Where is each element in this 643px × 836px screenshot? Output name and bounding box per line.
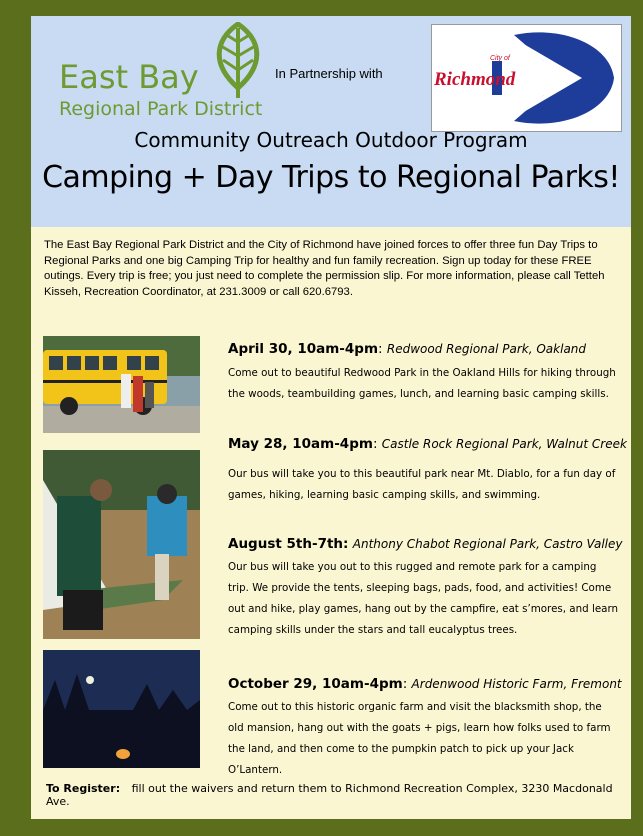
event-4-heading (228, 676, 622, 692)
event-4-date: October 29, 10am-4pm (228, 676, 403, 692)
event-4-description: Come out to this historic organic farm and visit the blacksmith shop, the old mansion, hang out with the goats + pigs, learn how folks used to farm the land, and then come to the pumpkin patch to pick up your Jack O’Lantern. (228, 701, 611, 776)
org-name: East Bay (59, 58, 199, 96)
event-3-date: August 5th-7th: (228, 536, 349, 552)
event-3-place: Anthony Chabot Regional Park, Castro Valley (352, 537, 623, 551)
city-of-label: City of (490, 55, 510, 62)
event-1-date: April 30, 10am-4pm (228, 341, 379, 357)
intro-paragraph: The East Bay Regional Park District and the City of Richmond have joined forces to offer three fun Day Trips to Regional Parks and one big Camping Trip for healthy and fun family recreation. Sign up today for these FREE outings. Every trip is free; you just need to complete the permission slip. For more information, please call Tetteh Kisseh, Recreation Coordinator, at 231.3009 or call 620.6793. (44, 239, 605, 298)
campfire-photo (43, 650, 200, 768)
register-text: fill out the waivers and return them to Richmond Recreation Complex, 3230 Macdonald Ave. (46, 782, 613, 808)
flyer-page (31, 16, 631, 819)
leaf-logo-icon (209, 22, 267, 100)
event-2-date: May 28, 10am-4pm (228, 436, 373, 452)
register-label: To Register: (46, 782, 121, 795)
event-4-place: Ardenwood Historic Farm, Fremont (411, 677, 622, 691)
page-title: Camping + Day Trips to Regional Parks! (42, 160, 620, 195)
event-1-heading (228, 341, 586, 357)
event-2-description: Our bus will take you to this beautiful park near Mt. Diablo, for a fun day of games, hiking, learning basic camping skills, and swimming. (228, 468, 616, 501)
event-3-description: Our bus will take you out to this rugged and remote park for a camping trip. We provide the tents, sleeping bags, pads, food, and activities! Come out and hike, play games, hang out by the campfire, eat s’mores, and learn camping skills under the stars and tall eucalyptus trees. (228, 561, 619, 636)
program-subtitle: Community Outreach Outdoor Program (134, 128, 528, 152)
event-2-separator: : (372, 436, 382, 452)
tent-photo (43, 450, 200, 639)
richmond-wordmark: Richmond (434, 69, 516, 90)
event-2-place: Castle Rock Regional Park, Walnut Creek (381, 437, 627, 451)
register-line (46, 782, 631, 808)
header-band (31, 16, 631, 227)
event-1-place: Redwood Regional Park, Oakland (386, 342, 587, 356)
partnership-text: In Partnership with (275, 66, 383, 81)
event-4-separator: : (402, 676, 412, 692)
event-3-heading (228, 536, 623, 552)
event-2-heading (228, 436, 627, 452)
org-subtitle: Regional Park District (59, 98, 263, 120)
richmond-logo (431, 24, 622, 132)
bus-photo (43, 336, 200, 433)
event-1-separator: : (378, 341, 387, 357)
event-1-description: Come out to beautiful Redwood Park in the Oakland Hills for hiking through the woods, teambuilding games, lunch, and learning basic camping skills. (228, 367, 616, 400)
